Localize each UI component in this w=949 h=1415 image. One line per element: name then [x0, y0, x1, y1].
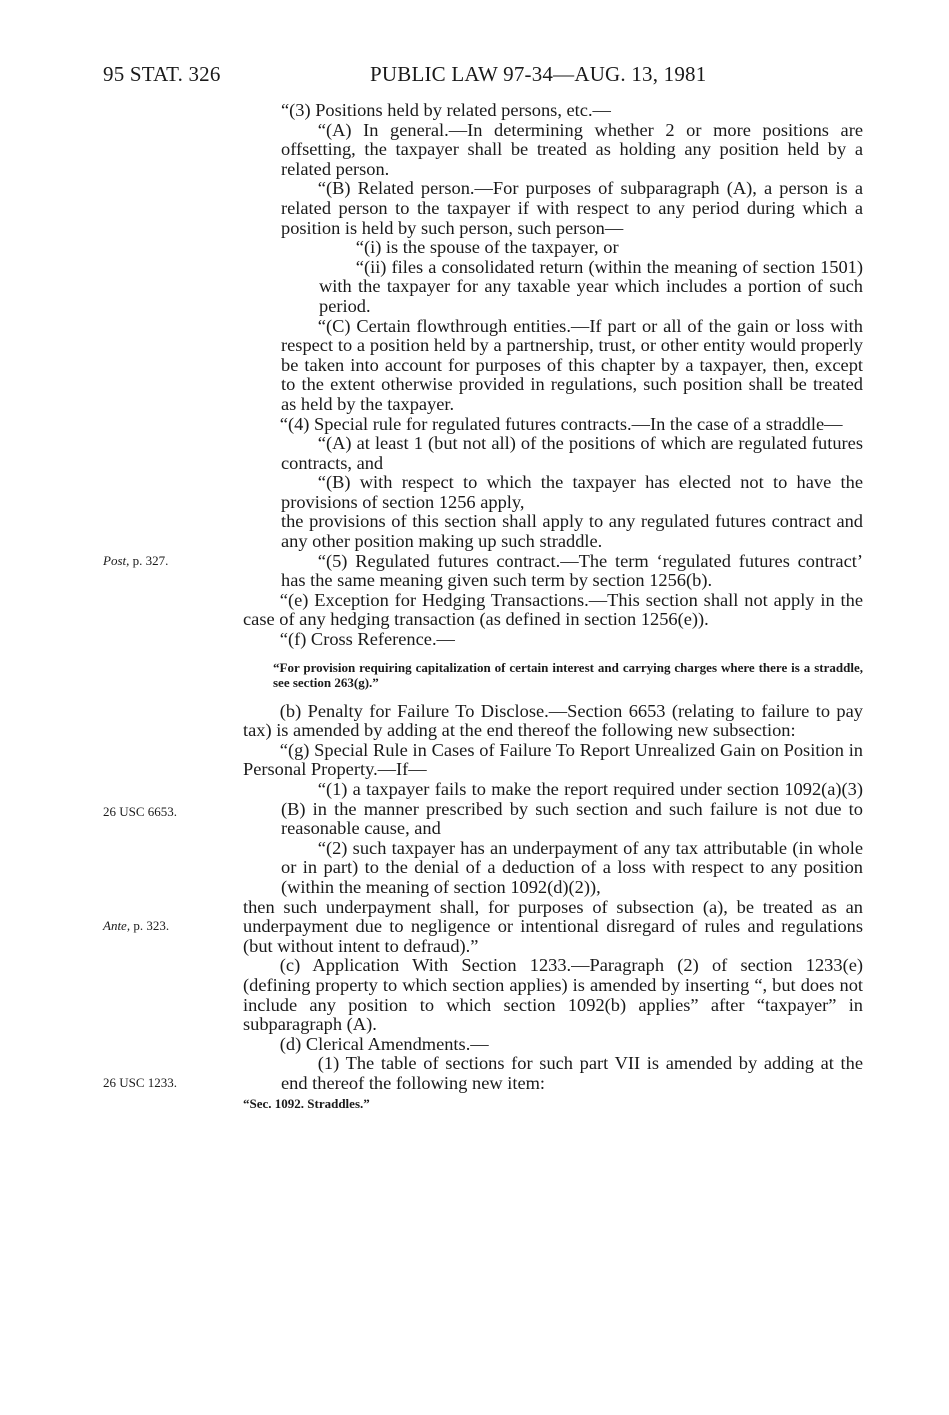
- section-table-item: “Sec. 1092. Straddles.”: [243, 1095, 370, 1111]
- subsection-e-hedging-exception: “(e) Exception for Hedging Transactions.—This section shall not apply in the case of any hedging transaction (as defined in section 1256(e)).: [243, 589, 863, 630]
- paragraph-4-tail: the provisions of this section shall apply to any regulated futures contract and any other position making up such straddle.: [281, 511, 863, 552]
- margin-note-26usc1233: 26 USC 1233.: [103, 1075, 178, 1090]
- subsection-c-application: (c) Application With Section 1233.—Paragraph (2) of section 1233(e) (defining property to which section applies) is amended by inserting “, but does not include any position to which section 1092(b) applies” after “taxpayer” in subparagraph (A).: [243, 955, 863, 1035]
- margin-note-ante: [103, 918, 169, 934]
- subparagraph-b-related-person: “(B) Related person.—For purposes of subparagraph (A), a person is a related person to the taxpayer if with respect to any period during which a position is held by such person, such person—: [281, 178, 863, 238]
- subsection-g-tail: then such underpayment shall, for purposes of subsection (a), be treated as an underpayment due to negligence or intentional disregard of rules and regulations (but without intent to defraud).”: [243, 896, 863, 956]
- subsection-g-special-rule: “(g) Special Rule in Cases of Failure To Report Unrealized Gain on Position in Personal Property.—If—: [243, 739, 863, 780]
- paragraph-4-subparagraph-b: “(B) with respect to which the taxpayer has elected not to have the provisions of section 1256 apply,: [281, 472, 863, 512]
- subparagraph-a-in-general: “(A) In general.—In determining whether 2 or more positions are offsetting, the taxpayer shall be treated as holding any position held by a related person.: [281, 119, 863, 179]
- statute-body: [243, 101, 863, 1113]
- margin-note-26usc6653: 26 USC 6653.: [103, 804, 178, 819]
- margin-note-post-label: Post,: [103, 553, 130, 568]
- margin-note-ante-label: Ante,: [103, 918, 131, 933]
- clause-i: “(i) is the spouse of the taxpayer, or: [355, 237, 619, 258]
- clerical-paragraph-1: (1) The table of sections for such part VII is amended by adding at the end thereof the following new item:: [281, 1053, 863, 1093]
- paragraph-5-regulated-futures-contract: “(5) Regulated futures contract.—The term ‘regulated futures contract’ has the same meaning given such term by section 1256(b).: [281, 550, 863, 591]
- margin-note-post: [103, 553, 168, 569]
- subsection-f-cross-reference: “(f) Cross Reference.—: [279, 629, 455, 650]
- cross-reference-note: “For provision requiring capitalization of certain interest and carrying charges where there is a straddle, see section 263(g).”: [273, 659, 863, 690]
- paragraph-4-subparagraph-a: “(A) at least 1 (but not all) of the positions of which are regulated futures contracts, and: [281, 433, 863, 473]
- margin-note-ante-page: p. 323.: [133, 918, 170, 933]
- page-title: PUBLIC LAW 97-34—AUG. 13, 1981: [370, 62, 707, 86]
- subsection-d-clerical: (d) Clerical Amendments.—: [279, 1033, 489, 1054]
- subsection-g-paragraph-2: “(2) such taxpayer has an underpayment of any tax attributable (in whole or in part) to the denial of a deduction of a loss with respect to any position (within the meaning of section 1092(d)(2)),: [281, 837, 863, 897]
- margin-note-post-page: p. 327.: [132, 553, 169, 568]
- statute-page-number: 95 STAT. 326: [103, 62, 221, 86]
- clause-ii: “(ii) files a consolidated return (within the meaning of section 1501) with the taxpayer for any taxable year which includes a portion of such period.: [319, 256, 863, 316]
- subsection-b-penalty: (b) Penalty for Failure To Disclose.—Section 6653 (relating to failure to pay tax) is amended by adding at the end thereof the following new subsection:: [243, 700, 863, 741]
- subsection-g-paragraph-1: “(1) a taxpayer fails to make the report required under section 1092(a)(3)(B) in the manner prescribed by such section and such failure is not due to reasonable cause, and: [281, 779, 863, 839]
- subparagraph-c-flowthrough-entities: “(C) Certain flowthrough entities.—If part or all of the gain or loss with respect to a position held by a partnership, trust, or other entity would properly be taken into account for purposes of this chapter by a taxpayer, then, except to the extent otherwise provided in regulations, such position shall be treated as held by the taxpayer.: [281, 315, 863, 414]
- paragraph-4-regulated-futures: “(4) Special rule for regulated futures contracts.—In the case of a straddle—: [279, 413, 843, 434]
- paragraph-3-heading: “(3) Positions held by related persons, etc.—: [281, 100, 611, 120]
